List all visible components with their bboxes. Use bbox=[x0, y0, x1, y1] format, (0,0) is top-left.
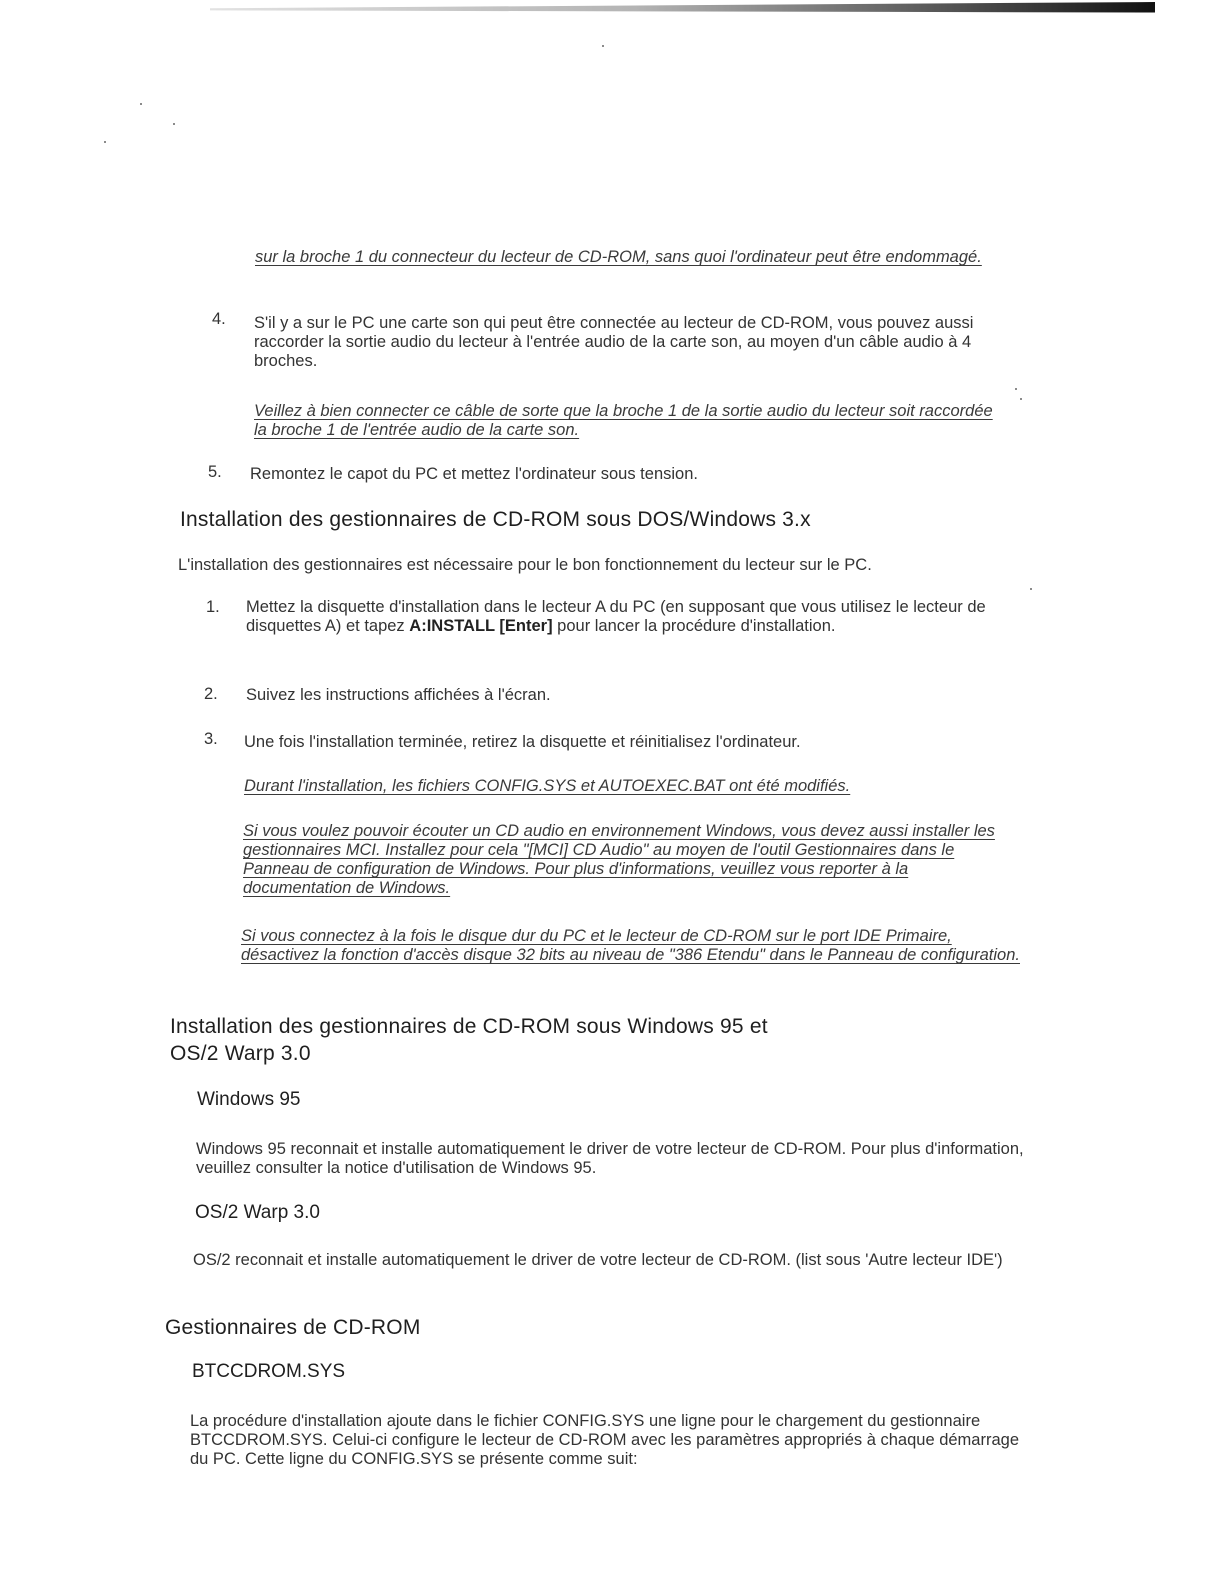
section-heading: Installation des gestionnaires de CD-ROM sous DOS/Windows 3.x bbox=[180, 508, 811, 531]
section-heading-line: OS/2 Warp 3.0 bbox=[170, 1042, 311, 1065]
scan-speck bbox=[173, 123, 175, 125]
scan-speck bbox=[140, 103, 142, 105]
step-text: S'il y a sur le PC une carte son qui peut être connectée au lecteur de CD-ROM, vous pouvez aussi raccorder la sortie audio du lecteur à l'entrée audio de la carte son, au moyen d'un câble audio à 4 broches. bbox=[254, 314, 974, 370]
subsection-text: OS/2 reconnait et installe automatiquement le driver de votre lecteur de CD-ROM. (list sous 'Autre lecteur IDE') bbox=[193, 1251, 1003, 1269]
section-intro: L'installation des gestionnaires est nécessaire pour le bon fonctionnement du lecteur sur le PC. bbox=[178, 556, 872, 574]
info-note: Durant l'installation, les fichiers CONFIG.SYS et AUTOEXEC.BAT ont été modifiés. bbox=[244, 777, 851, 795]
subsection-title: Windows 95 bbox=[197, 1089, 301, 1110]
scan-speck bbox=[1015, 388, 1017, 390]
subsection-title: OS/2 Warp 3.0 bbox=[195, 1202, 320, 1223]
scan-speck bbox=[1020, 398, 1022, 400]
subsection-text: La procédure d'installation ajoute dans le fichier CONFIG.SYS une ligne pour le chargement du gestionnaire BTCCDROM.SYS. Celui-ci configure le lecteur de CD-ROM avec les paramètres appropriés à chaque démarrage du PC. Cette ligne du CONFIG.SYS se présente comme suit: bbox=[190, 1412, 1019, 1468]
step-text-part: Mettez la disquette d'installation dans le lecteur A du PC (en supposant que vous utilisez le lecteur de disquettes A) et tapez bbox=[246, 598, 986, 635]
step-number: 5. bbox=[208, 463, 222, 481]
warning-note-continued: sur la broche 1 du connecteur du lecteur de CD-ROM, sans quoi l'ordinateur peut être endommagé. bbox=[255, 248, 982, 266]
install-command: A:INSTALL [Enter] bbox=[409, 617, 553, 635]
section-heading: Gestionnaires de CD-ROM bbox=[165, 1316, 421, 1339]
scan-speck bbox=[104, 141, 106, 143]
step-text bbox=[246, 598, 1031, 636]
section-heading-line: Installation des gestionnaires de CD-ROM sous Windows 95 et bbox=[170, 1015, 768, 1038]
info-note: Si vous connectez à la fois le disque dur du PC et le lecteur de CD-ROM sur le port IDE Primaire, désactivez la fonction d'accès disque 32 bits au niveau de "386 Etendu" dans le Panneau de configuration. bbox=[241, 927, 1020, 964]
subsection-title: BTCCDROM.SYS bbox=[192, 1361, 346, 1382]
subsection-text: Windows 95 reconnait et installe automatiquement le driver de votre lecteur de CD-ROM. Pour plus d'information, veuillez consulter la notice d'utilisation de Windows 95. bbox=[196, 1140, 1024, 1177]
scan-artifact-bar bbox=[210, 2, 1155, 16]
scan-speck bbox=[1030, 588, 1032, 590]
warning-note: Veillez à bien connecter ce câble de sorte que la broche 1 de la sortie audio du lecteur soit raccordée la broche 1 de l'entrée audio de la carte son. bbox=[254, 402, 993, 439]
info-note: Si vous voulez pouvoir écouter un CD audio en environnement Windows, vous devez aussi installer les gestionnaires MCI. Installez pour cela "[MCI] CD Audio" au moyen de l'outil Gestionnaires dans le Panneau de configuration de Windows. Pour plus d'informations, veuillez vous reporter à la documentation de Windows. bbox=[243, 822, 995, 897]
step-text: Une fois l'installation terminée, retirez la disquette et réinitialisez l'ordinateur. bbox=[244, 733, 801, 751]
scan-speck bbox=[602, 45, 604, 47]
step-number: 2. bbox=[204, 685, 218, 703]
section-heading bbox=[170, 1013, 1070, 1067]
step-number: 3. bbox=[204, 730, 218, 748]
step-text: Suivez les instructions affichées à l'écran. bbox=[246, 686, 551, 704]
step-text-part: pour lancer la procédure d'installation. bbox=[552, 617, 836, 635]
step-number: 1. bbox=[206, 598, 220, 616]
step-text: Remontez le capot du PC et mettez l'ordinateur sous tension. bbox=[250, 465, 698, 483]
step-number: 4. bbox=[212, 310, 226, 328]
